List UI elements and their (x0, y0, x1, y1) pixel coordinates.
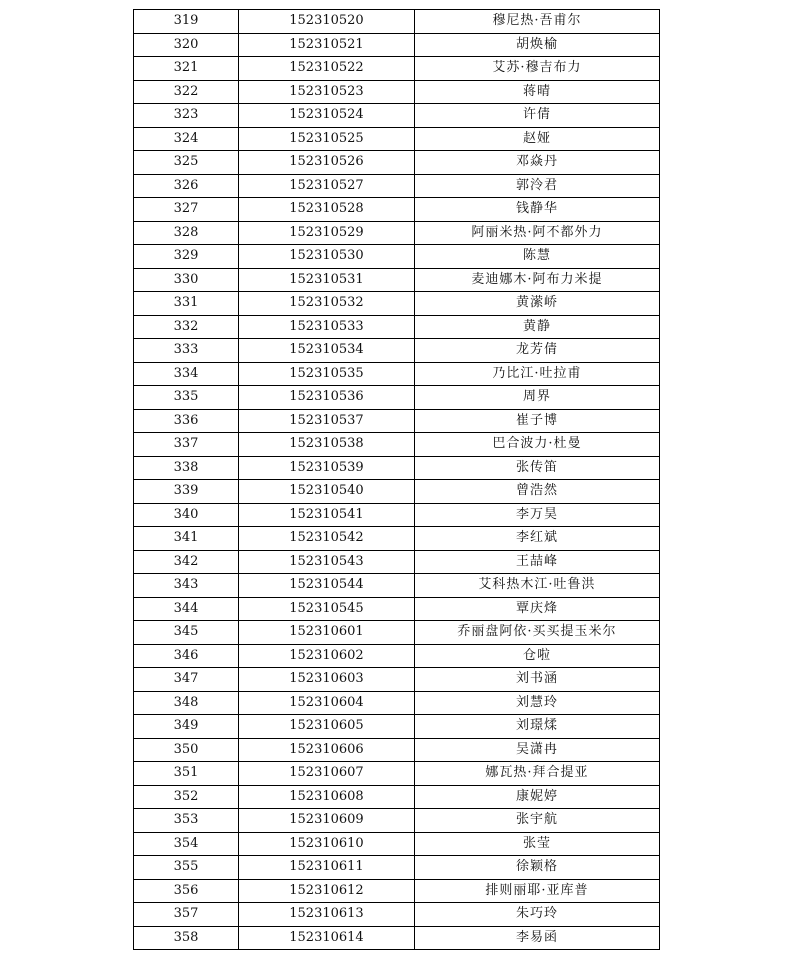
table-row (134, 386, 660, 410)
student-name-cell: 许倩 (415, 104, 660, 128)
student-name-cell: 张传笛 (415, 456, 660, 480)
student-name-cell: 赵娅 (415, 127, 660, 151)
row-number-cell: 338 (134, 456, 239, 480)
student-name-cell: 李易函 (415, 926, 660, 950)
table-row (134, 198, 660, 222)
table-row (134, 362, 660, 386)
table-row (134, 292, 660, 316)
row-number-cell: 320 (134, 33, 239, 57)
student-name-cell: 乃比江·吐拉甫 (415, 362, 660, 386)
student-name-cell: 娜瓦热·拜合提亚 (415, 762, 660, 786)
table-row (134, 856, 660, 880)
roster-table-body (134, 10, 660, 950)
student-name-cell: 刘慧玲 (415, 691, 660, 715)
student-name-cell: 张宇航 (415, 809, 660, 833)
row-number-cell: 340 (134, 503, 239, 527)
student-name-cell: 覃庆烽 (415, 597, 660, 621)
table-row (134, 691, 660, 715)
student-id-cell: 152310538 (239, 433, 415, 457)
row-number-cell: 324 (134, 127, 239, 151)
student-id-cell: 152310607 (239, 762, 415, 786)
row-number-cell: 339 (134, 480, 239, 504)
table-row (134, 832, 660, 856)
student-id-cell: 152310614 (239, 926, 415, 950)
roster-table (133, 9, 660, 950)
row-number-cell: 355 (134, 856, 239, 880)
table-row (134, 339, 660, 363)
table-row (134, 151, 660, 175)
student-id-cell: 152310540 (239, 480, 415, 504)
student-name-cell: 黄静 (415, 315, 660, 339)
student-name-cell: 黄潆峤 (415, 292, 660, 316)
student-name-cell: 徐颖格 (415, 856, 660, 880)
student-name-cell: 艾苏·穆吉布力 (415, 57, 660, 81)
row-number-cell: 356 (134, 879, 239, 903)
row-number-cell: 321 (134, 57, 239, 81)
table-row (134, 10, 660, 34)
table-row (134, 433, 660, 457)
student-id-cell: 152310522 (239, 57, 415, 81)
student-name-cell: 仓啦 (415, 644, 660, 668)
student-id-cell: 152310608 (239, 785, 415, 809)
student-id-cell: 152310611 (239, 856, 415, 880)
student-id-cell: 152310610 (239, 832, 415, 856)
student-id-cell: 152310601 (239, 621, 415, 645)
row-number-cell: 334 (134, 362, 239, 386)
student-id-cell: 152310527 (239, 174, 415, 198)
table-row (134, 527, 660, 551)
row-number-cell: 326 (134, 174, 239, 198)
student-id-cell: 152310533 (239, 315, 415, 339)
row-number-cell: 333 (134, 339, 239, 363)
row-number-cell: 358 (134, 926, 239, 950)
student-id-cell: 152310609 (239, 809, 415, 833)
student-name-cell: 崔子博 (415, 409, 660, 433)
row-number-cell: 331 (134, 292, 239, 316)
student-id-cell: 152310542 (239, 527, 415, 551)
table-row (134, 668, 660, 692)
student-name-cell: 龙芳倩 (415, 339, 660, 363)
student-id-cell: 152310544 (239, 574, 415, 598)
student-id-cell: 152310521 (239, 33, 415, 57)
table-row (134, 926, 660, 950)
student-id-cell: 152310529 (239, 221, 415, 245)
row-number-cell: 342 (134, 550, 239, 574)
table-row (134, 480, 660, 504)
row-number-cell: 332 (134, 315, 239, 339)
student-id-cell: 152310603 (239, 668, 415, 692)
student-id-cell: 152310532 (239, 292, 415, 316)
student-name-cell: 乔丽盘阿依·买买提玉米尔 (415, 621, 660, 645)
row-number-cell: 330 (134, 268, 239, 292)
table-row (134, 245, 660, 269)
student-name-cell: 巴合波力·杜曼 (415, 433, 660, 457)
table-row (134, 809, 660, 833)
student-name-cell: 麦迪娜木·阿布力米提 (415, 268, 660, 292)
row-number-cell: 348 (134, 691, 239, 715)
table-row (134, 903, 660, 927)
row-number-cell: 336 (134, 409, 239, 433)
table-row (134, 456, 660, 480)
student-name-cell: 穆尼热·吾甫尔 (415, 10, 660, 34)
table-row (134, 80, 660, 104)
table-row (134, 127, 660, 151)
row-number-cell: 346 (134, 644, 239, 668)
table-row (134, 503, 660, 527)
row-number-cell: 347 (134, 668, 239, 692)
row-number-cell: 323 (134, 104, 239, 128)
student-name-cell: 康妮婷 (415, 785, 660, 809)
student-name-cell: 排则丽耶·亚库普 (415, 879, 660, 903)
row-number-cell: 344 (134, 597, 239, 621)
student-id-cell: 152310612 (239, 879, 415, 903)
student-id-cell: 152310526 (239, 151, 415, 175)
table-row (134, 221, 660, 245)
row-number-cell: 354 (134, 832, 239, 856)
table-row (134, 33, 660, 57)
student-id-cell: 152310606 (239, 738, 415, 762)
table-row (134, 785, 660, 809)
student-name-cell: 张莹 (415, 832, 660, 856)
student-id-cell: 152310523 (239, 80, 415, 104)
table-row (134, 57, 660, 81)
table-row (134, 738, 660, 762)
student-name-cell: 郭泠君 (415, 174, 660, 198)
student-name-cell: 陈慧 (415, 245, 660, 269)
student-name-cell: 王喆峰 (415, 550, 660, 574)
student-id-cell: 152310543 (239, 550, 415, 574)
row-number-cell: 350 (134, 738, 239, 762)
student-id-cell: 152310520 (239, 10, 415, 34)
student-id-cell: 152310530 (239, 245, 415, 269)
student-id-cell: 152310524 (239, 104, 415, 128)
table-row (134, 762, 660, 786)
student-name-cell: 曾浩然 (415, 480, 660, 504)
table-row (134, 574, 660, 598)
student-id-cell: 152310602 (239, 644, 415, 668)
table-row (134, 315, 660, 339)
table-row (134, 409, 660, 433)
row-number-cell: 329 (134, 245, 239, 269)
student-name-cell: 刘璟煣 (415, 715, 660, 739)
student-id-cell: 152310605 (239, 715, 415, 739)
student-name-cell: 胡焕榆 (415, 33, 660, 57)
student-name-cell: 阿丽米热·阿不都外力 (415, 221, 660, 245)
table-row (134, 715, 660, 739)
table-row (134, 621, 660, 645)
student-id-cell: 152310525 (239, 127, 415, 151)
student-name-cell: 邓焱丹 (415, 151, 660, 175)
student-id-cell: 152310541 (239, 503, 415, 527)
row-number-cell: 327 (134, 198, 239, 222)
student-name-cell: 吴潇冉 (415, 738, 660, 762)
row-number-cell: 351 (134, 762, 239, 786)
row-number-cell: 335 (134, 386, 239, 410)
row-number-cell: 337 (134, 433, 239, 457)
row-number-cell: 345 (134, 621, 239, 645)
table-row (134, 550, 660, 574)
table-row (134, 597, 660, 621)
row-number-cell: 319 (134, 10, 239, 34)
row-number-cell: 349 (134, 715, 239, 739)
row-number-cell: 357 (134, 903, 239, 927)
row-number-cell: 352 (134, 785, 239, 809)
student-name-cell: 朱巧玲 (415, 903, 660, 927)
table-row (134, 879, 660, 903)
row-number-cell: 325 (134, 151, 239, 175)
student-id-cell: 152310534 (239, 339, 415, 363)
roster-table-container (133, 9, 660, 950)
row-number-cell: 341 (134, 527, 239, 551)
student-name-cell: 蒋晴 (415, 80, 660, 104)
student-name-cell: 钱静华 (415, 198, 660, 222)
table-row (134, 174, 660, 198)
student-id-cell: 152310613 (239, 903, 415, 927)
student-id-cell: 152310535 (239, 362, 415, 386)
student-name-cell: 李万昊 (415, 503, 660, 527)
table-row (134, 104, 660, 128)
student-name-cell: 李红斌 (415, 527, 660, 551)
student-id-cell: 152310545 (239, 597, 415, 621)
student-name-cell: 周界 (415, 386, 660, 410)
row-number-cell: 343 (134, 574, 239, 598)
row-number-cell: 353 (134, 809, 239, 833)
student-id-cell: 152310539 (239, 456, 415, 480)
table-row (134, 268, 660, 292)
row-number-cell: 322 (134, 80, 239, 104)
student-id-cell: 152310537 (239, 409, 415, 433)
table-row (134, 644, 660, 668)
student-id-cell: 152310528 (239, 198, 415, 222)
student-id-cell: 152310536 (239, 386, 415, 410)
student-name-cell: 刘书涵 (415, 668, 660, 692)
student-id-cell: 152310604 (239, 691, 415, 715)
student-id-cell: 152310531 (239, 268, 415, 292)
student-name-cell: 艾科热木江·吐鲁洪 (415, 574, 660, 598)
row-number-cell: 328 (134, 221, 239, 245)
